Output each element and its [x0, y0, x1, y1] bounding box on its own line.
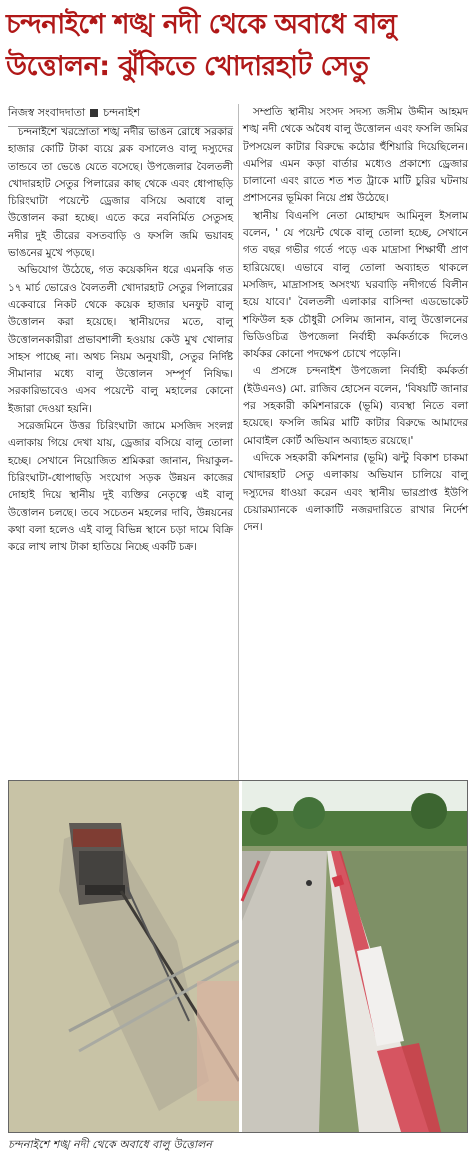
- article-column-left: [8, 124, 233, 556]
- dateline: চন্দনাইশ: [103, 106, 141, 119]
- dredger-photo: [9, 781, 239, 1132]
- paragraph: এদিকে সহকারী কমিশনার (ভূমি) ঝন্টু বিকাশ চাকমা খোদারহাট সেতু এলাকায় অভিযান চালিয়ে বালু দস্যুদের ধাওয়া করেন এবং স্থানীয় ভারপ্রাপ্ত ইউপি চেয়ারম্যানকে এলাকাটি নজরদারিতে রাখার নির্দেশ দেন।: [243, 451, 468, 534]
- article-column-right: [243, 104, 468, 536]
- square-bullet-icon: [90, 109, 98, 117]
- photo-caption: চন্দনাইশে শঙ্খ নদী থেকে অবাধে বালু উত্তোলন: [8, 1138, 212, 1151]
- column-divider: [238, 104, 239, 780]
- paragraph: চন্দনাইশে খরস্রোতা শঙ্খ নদীর ভাঙন রোধে সরকার হাজার কোটি টাকা ব্যয়ে ব্লক বসালেও বালু দস্যুদের তান্ডবে তা ভেঙে যেতে বসেছে। উপজেলার বৈলতলী খোদারহাট সেতুর পিলারের কাছ থেকে এবং ধোপাছড়ি চিরিংঘাটা পয়েন্টে ড্রেজার বসিয়ে অবাধে বালু উত্তোলন করা হচ্ছে। এতে করে নবনির্মিত সেতুসহ নদীর দুই তীরের বসতবাড়ি ও ফসলি জমি ভয়াবহ ভাঙনের মুখে পড়ছে।: [8, 126, 233, 260]
- reporter: নিজস্ব সংবাদদাতা: [8, 106, 86, 119]
- news-photo: [8, 780, 468, 1133]
- paragraph: এ প্রসঙ্গে চন্দনাইশ উপজেলা নির্বাহী কর্মকর্তা (ইউএনও) মো. রাজিব হোসেন বলেন, 'বিষয়টি জানার পর সহকারী কমিশনারকে (ভূমি) ব্যবস্থা নিতে বলা হয়েছে। ফসলি জমির মাটি কাটার বিরুদ্ধে আমাদের মোবাইল কোর্ট অভিযান অব্যাহত রয়েছে।': [243, 365, 468, 447]
- paragraph: অভিযোগ উঠেছে, গত কয়েকদিন ধরে এমনকি গত ১৭ মার্চ ভোরেও বৈলতলী খোদারহাট সেতুর পিলারের একেবারে নিকট থেকে কয়েক হাজার ঘনফুট বালু উত্তোলন করা হয়েছে। স্থানীয়দের মতে, বালু উত্তোলনকারীরা প্রভাবশালী হওয়ায় কেউ মুখ খোলার সাহস পাচ্ছে না। অথচ নিয়ম অনুযায়ী, সেতুর নির্দিষ্ট সীমানার মধ্যে বালু উত্তোলন সম্পূর্ণ নিষিদ্ধ। সরকারিভাবেও এসব পয়েন্টে বালু মহালের কোনো ইজারা দেওয়া হয়নি।: [8, 264, 233, 415]
- paragraph: সম্প্রতি স্থানীয় সংসদ সদস্য জসীম উদ্দীন আহমদ শঙ্খ নদী থেকে অবৈধ বালু উত্তোলন এবং ফসলি জমির টপসয়েল কাটার বিরুদ্ধে কঠোর হুঁশিয়ারি দিয়েছিলেন। এমপির এমন কড়া বার্তার মধ্যেও প্রকাশ্যে ড্রেজার চালানো এবং রাতে শত শত ট্রাকে মাটি চুরির ঘটনায় প্রশাসনের ভূমিকা নিয়ে প্রশ্ন উঠেছে।: [243, 106, 468, 205]
- bridge-photo: [242, 781, 467, 1132]
- news-photo-illustration: [9, 781, 467, 1132]
- paragraph: সরেজমিনে উত্তর চিরিংঘাটা জামে মসজিদ সংলগ্ন এলাকায় গিয়ে দেখা যায়, ড্রেজার বসিয়ে বালু তোলা হচ্ছে। সেখানে নিয়োজিত শ্রমিকরা জানান, দিয়াকুল-চিরিংঘাটা-ধোপাছড়ি সংযোগ সড়ক উন্নয়ন কাজের দোহাই দিয়ে স্থানীয় দুই ব্যক্তির নেতৃত্বে এই বালু উত্তোলন চলছে। তবে সচেতন মহলের দাবি, উন্নয়নের কথা বলা হলেও এই বালু বিভিন্ন স্থানে চড়া দামে বিক্রি করে লাখ লাখ টাকা হাতিয়ে নিচ্ছে একটি চক্র।: [8, 420, 233, 554]
- headline: চন্দনাইশে শঙ্খ নদী থেকে অবাধে বালু উত্তোলন: ঝুঁকিতে খোদারহাট সেতু: [6, 9, 397, 82]
- paragraph: স্থানীয় বিএনপি নেতা মোহাম্মদ আমিনুল ইসলাম বলেন, ' যে পয়েন্ট থেকে বালু তোলা হচ্ছে, সেখানে গত বছর গভীর গর্তে পড়ে এক মাদ্রাসা শিক্ষার্থী প্রাণ হারিয়েছে। এভাবে বালু তোলা অব্যাহত থাকলে মসজিদ, মাদ্রাসাসহ অসংখ্য ঘরবাড়ি নদীগর্ভে বিলীন হয়ে যাবে।' বৈলতলী এলাকার বাসিন্দা এডভোকেট শফিউল হক চৌধুরী সেলিম জানান, বালু উত্তোলনের ভিডিওচিত্র উপজেলা নির্বাহী কর্মকর্তাকে দিলেও কার্যকর কোনো পদক্ষেপ চোখে পড়েনি।: [243, 209, 468, 361]
